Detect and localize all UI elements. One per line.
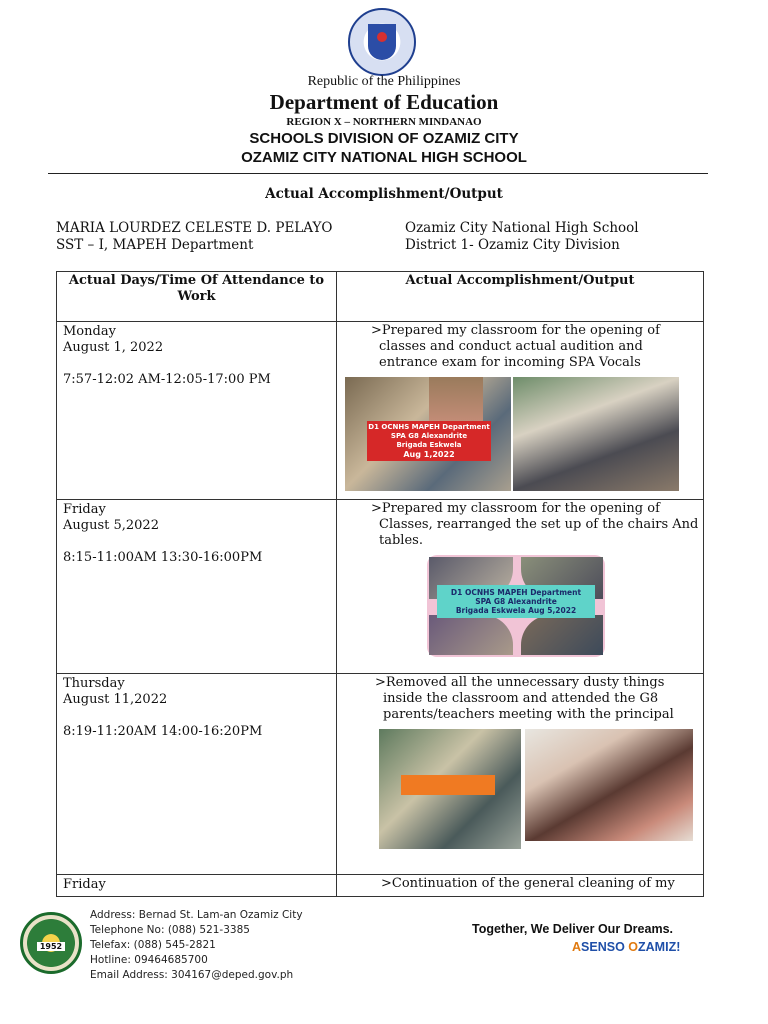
accomplishment-cell (337, 875, 704, 897)
teacher-name: MARIA LOURDEZ CELESTE D. PELAYO (56, 220, 333, 236)
photo-caption: D1 OCNHS MAPEH Department SPA G8 Alexandrite Brigada Eskwela Aug 5,2022 (437, 585, 595, 618)
column-header-accomplishment: Actual Accomplishment/Output (337, 272, 704, 322)
footer-motto: Together, We Deliver Our Dreams. (472, 922, 673, 936)
footer-slogan: ASENSO OZAMIZ! (572, 940, 681, 954)
meeting-selfie-photo (525, 729, 693, 841)
header-divider (48, 173, 708, 174)
photo-collage (371, 555, 699, 663)
deped-seal-logo (348, 8, 416, 76)
table-header-row (57, 272, 704, 322)
cleaning-photo (521, 615, 603, 655)
table-row (57, 322, 704, 500)
attendance-cell (57, 322, 337, 500)
accomplishment-text: >Continuation of the general cleaning of my (381, 876, 675, 891)
teacher-position: SST – I, MAPEH Department (56, 237, 254, 253)
header-department: Department of Education (269, 90, 499, 114)
day-label: Thursday (63, 676, 125, 691)
attendance-cell (57, 875, 337, 897)
date-label: August 5,2022 (63, 518, 159, 533)
time-label: 7:57-12:02 AM-12:05-17:00 PM (63, 372, 271, 387)
time-label: 8:15-11:00AM 13:30-16:00PM (63, 550, 263, 565)
document-title: Actual Accomplishment/Output (265, 186, 503, 202)
footer-email: Email Address: 304167@deped.gov.ph (90, 969, 294, 981)
time-label: 8:19-11:20AM 14:00-16:20PM (63, 724, 263, 739)
footer-telefax: Telefax: (088) 545-2821 (90, 939, 216, 951)
table-row (57, 875, 704, 897)
accomplishment-text: >Prepared my classroom for the opening of classes and conduct actual audition and entrance exam for incoming SPA Vocals (371, 323, 660, 370)
school-name: Ozamiz City National High School (405, 220, 639, 236)
accomplishment-table (56, 271, 704, 897)
header-division: SCHOOLS DIVISION OF OZAMIZ CITY (249, 130, 519, 147)
school-logo: 1952 (20, 912, 82, 974)
column-header-attendance: Actual Days/Time Of Attendance to Work (57, 272, 337, 322)
table-row (57, 500, 704, 674)
accomplishment-text: >Removed all the unnecessary dusty things inside the classroom and attended the G8 parents/teachers meeting with the principal (375, 675, 674, 722)
photo-collage (375, 729, 699, 853)
header-school: OZAMIZ CITY NATIONAL HIGH SCHOOL (241, 149, 527, 166)
day-label: Friday (63, 502, 106, 517)
footer-telephone: Telephone No: (088) 521-3385 (90, 924, 250, 936)
day-label: Friday (63, 877, 106, 892)
footer-hotline: Hotline: 09464685700 (90, 954, 208, 966)
accomplishment-cell (337, 322, 704, 500)
district-name: District 1- Ozamiz City Division (405, 237, 620, 253)
accomplishment-cell (337, 500, 704, 674)
footer-address: Address: Bernad St. Lam-an Ozamiz City (90, 909, 303, 921)
audition-photo (513, 377, 679, 491)
attendance-cell (57, 674, 337, 875)
attendance-cell (57, 500, 337, 674)
date-label: August 1, 2022 (63, 340, 164, 355)
photo-collage (368, 377, 699, 495)
cleaning-photo (429, 615, 513, 655)
day-label: Monday (63, 324, 116, 339)
accomplishment-cell (337, 674, 704, 875)
photo-caption-band (401, 775, 495, 795)
header-republic: Republic of the Philippines (307, 74, 461, 89)
date-label: August 11,2022 (63, 692, 168, 707)
accomplishment-text: >Prepared my classroom for the opening of Classes, rearranged the set up of the chairs And tables. (371, 501, 699, 548)
photo-caption: D1 OCNHS MAPEH Department SPA G8 Alexandrite Brigada Eskwela Aug 1,2022 (368, 423, 490, 459)
table-row (57, 674, 704, 875)
header-region: REGION X – NORTHERN MINDANAO (286, 116, 482, 128)
